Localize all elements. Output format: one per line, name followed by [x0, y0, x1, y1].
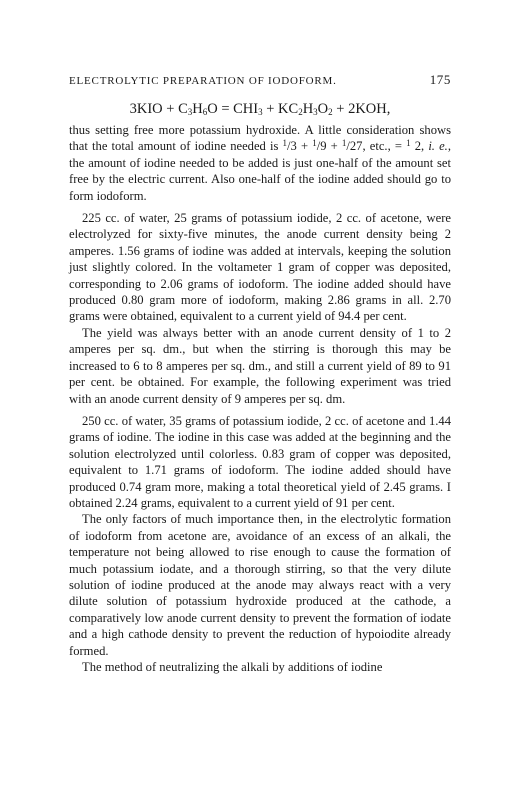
- paragraph-factors: The only factors of much importance then, in the electrolytic formation of iodoform from acetone are, avoidance of an excess of an alkali, the temperature not being allowed to rise enough to cause the formation of much potassium iodate, and a thorough stirring, so that the very dilute solution of iodine produced at the anode may always react with a very dilute solution of potassium hydroxide produced at the cathode, a comparatively low anode current density to prevent the formation of iodate and a high cathode density to prevent the reduction of hypoiodite already formed.: [69, 512, 451, 658]
- page-body: [69, 98, 451, 675]
- paragraph-experiment-2: 250 cc. of water, 35 grams of potassium iodide, 2 cc. of acetone and 1.44 grams of iodine. The iodine in this case was added at the beginning and the solution electrolyzed until colorless. 0.83 gram of copper was deposited, equivalent to 1.71 grams of iodoform. The iodine added should have produced 0.74 gram more, making a total theoretical yield of 2.45 grams. I obtained 2.24 grams, equivalent to a current yield of 91 per cent.: [69, 413, 451, 510]
- paragraph-experiment-1: 225 cc. of water, 25 grams of potassium iodide, 2 cc. of acetone, were electrolyzed for sixty-five minutes, the anode current density being 2 amperes. 1.56 grams of iodine was added at intervals, keeping the solution just slightly colored. In the voltameter 1 gram of copper was deposited, corresponding to 2.06 grams of iodoform. The iodine added should have produced 0.80 gram more of iodoform, making 2.86 grams in all. 2.70 grams were obtained, equivalent to a current yield of 94.4 per cent.: [69, 211, 451, 324]
- paragraph-continuation: thus setting free more potassium hydroxide. A little consideration shows that the total amount of iodine needed is $^1$/3 + $^1$/9 + $^1$/27, etc., = $^1$ 2, i. e., the amount of iodine needed to be added is just one-half of the amount set free by the electric current. Also one-half of the iodine added should go to form iodoform.: [69, 123, 451, 203]
- running-title: ELECTROLYTIC PREPARATION OF IODOFORM.: [69, 75, 337, 87]
- running-header: [69, 72, 451, 88]
- chemical-equation: $3KIO + C_3H_6O = CHI_3 + KC_2H_3O_2 + 2KOH$,: [129, 101, 391, 117]
- page-number: 175: [429, 72, 451, 87]
- paragraph-current-density: The yield was always better with an anode current density of 1 to 2 amperes per sq. dm., but when the stirring is thorough this may be increased to 6 to 8 amperes per sq. dm., and still a current yield of 89 to 91 per cent. be obtained. For example, the following experiment was tried with an anode current density of 9 amperes per sq. dm.: [69, 325, 451, 406]
- paragraph-method: The method of neutralizing the alkali by additions of iodine: [82, 660, 383, 674]
